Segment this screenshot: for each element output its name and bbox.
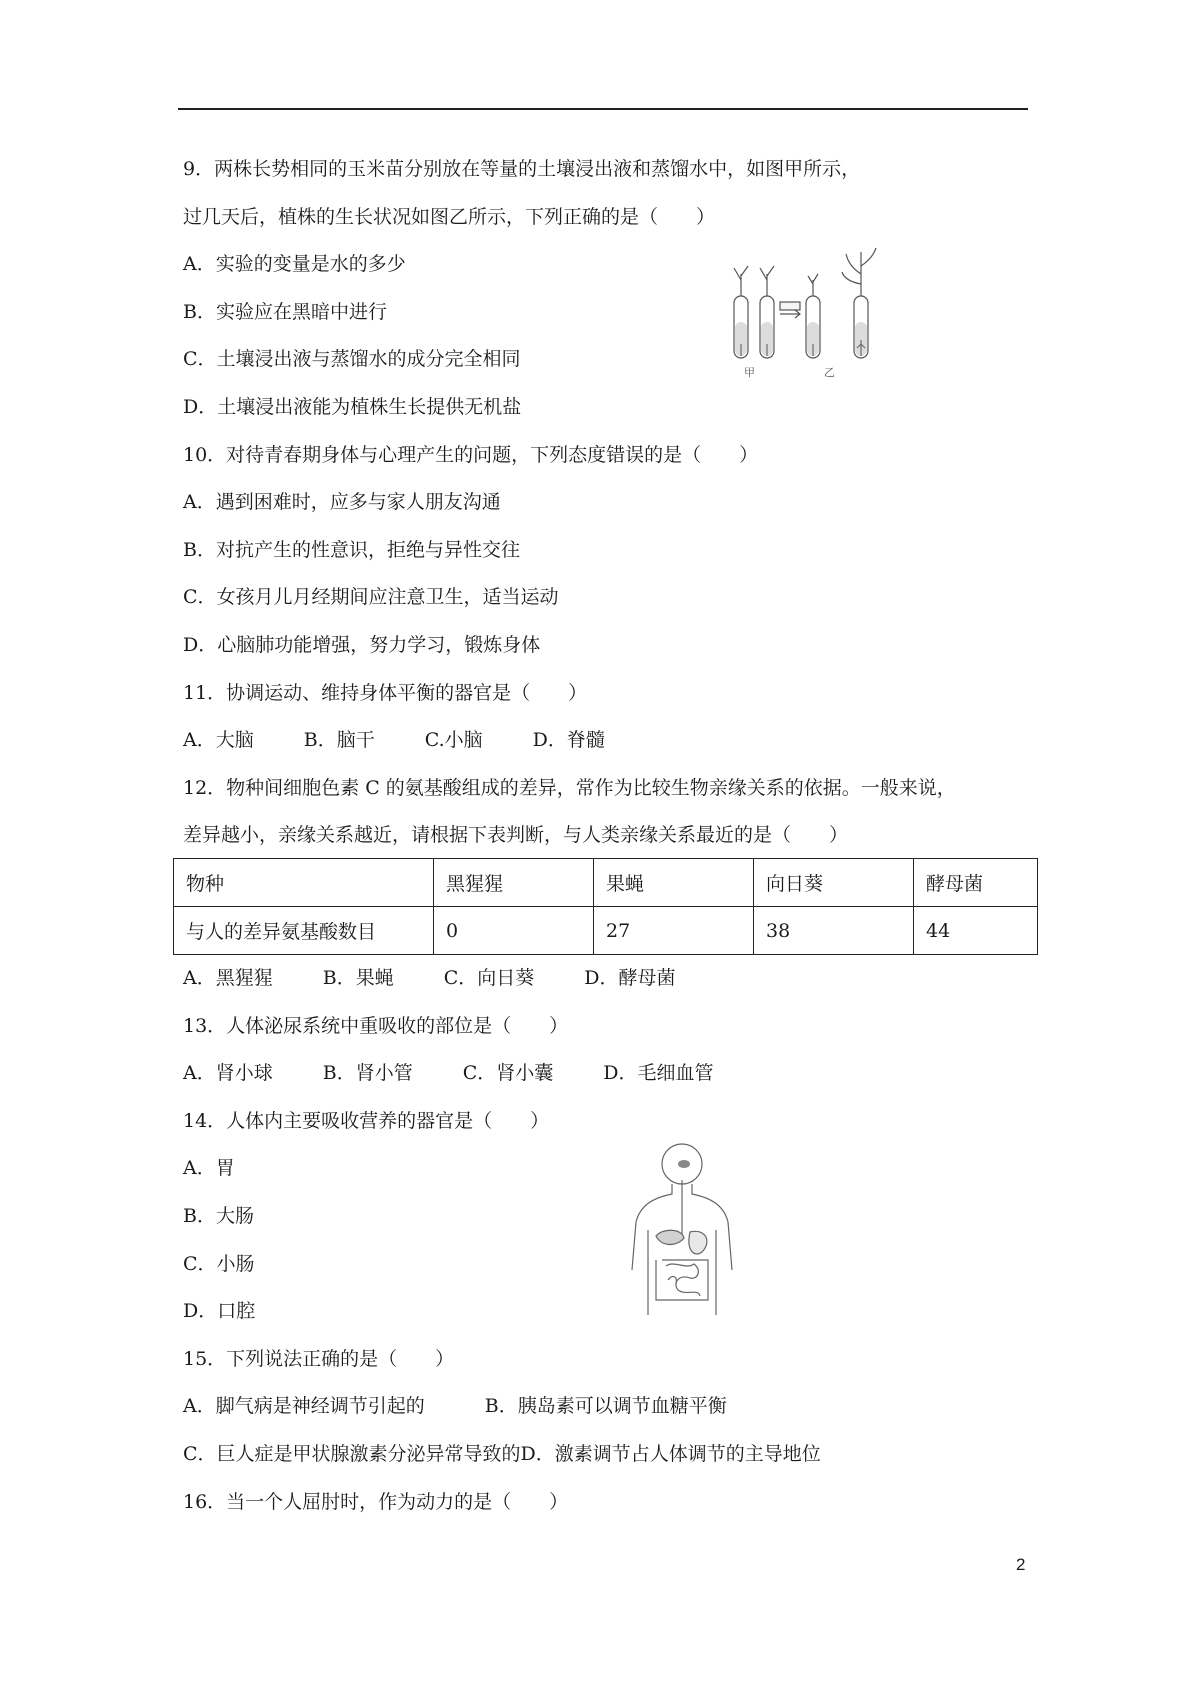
q10-choice-c: C．女孩月儿月经期间应注意卫生，适当运动 [183,586,559,609]
q14-choice-c: C．小肠 [183,1252,255,1275]
q9-choice-a: A．实验的变量是水的多少 [183,253,406,276]
q10-stem: 10．对待青春期身体与心理产生的问题，下列态度错误的是（ ） [183,443,759,466]
q15-choice-a: A．脚气病是神经调节引起的 [183,1395,425,1418]
q13-choice-d: D．毛细血管 [603,1062,714,1085]
q10-choice-d: D．心脑肺功能增强，努力学习，锻炼身体 [183,633,541,656]
q11-choice-a: A．大脑 [183,729,254,752]
header-rule [178,108,1028,110]
q10-choice-a: A．遇到困难时，应多与家人朋友沟通 [183,491,501,514]
q13-stem: 13．人体泌尿系统中重吸收的部位是（ ） [183,1014,569,1037]
q10-choice-b: B．对抗产生的性意识，拒绝与异性交往 [183,538,520,561]
table-cell: 38 [754,907,914,955]
q12-choice-a: A．黑猩猩 [183,967,273,990]
q15-choice-b: B．胰岛素可以调节血糖平衡 [484,1395,727,1418]
table-cell: 0 [434,907,594,955]
q14-choice-a: A．胃 [183,1157,235,1180]
page-number: 2 [1016,1555,1026,1574]
q11-choice-c: C.小脑 [424,729,483,752]
q14-choice-b: B．大肠 [183,1205,254,1228]
q11-choices [183,717,1043,765]
q9-choice-d: D．土壤浸出液能为植株生长提供无机盐 [183,395,522,418]
q11-stem: 11．协调运动、维持身体平衡的器官是（ ） [183,681,588,704]
tube-liquid [735,322,867,356]
q12-choices [183,955,1043,1003]
mouth-region [678,1160,690,1168]
q15-choices-row2 [183,1431,1043,1479]
figure-label-yi: 乙 [824,366,835,379]
figure-label-jia: 甲 [744,366,755,379]
q9-stem-line1: 9．两株长势相同的玉米苗分别放在等量的土壤浸出液和蒸馏水中，如图甲所示， [183,158,861,180]
q15-choice-c: C．巨人症是甲状腺激素分泌异常导致的 [183,1443,521,1466]
test-tubes-illustration [724,244,889,382]
q12-choice-b: B．果蝇 [322,967,394,990]
corn-seedling-figure [724,244,889,382]
q15-choice-d: D．激素调节占人体调节的主导地位 [520,1443,821,1466]
digestive-system-illustration [612,1140,752,1325]
q13-choice-c: C．肾小囊 [462,1062,554,1085]
q12-stem-line2: 差异越小，亲缘关系越近，请根据下表判断，与人类亲缘关系最近的是（ ） [183,824,849,847]
q12-choice-d: D．酵母菌 [584,967,676,990]
q15-stem: 15．下列说法正确的是（ ） [183,1347,455,1370]
table-cell: 与人的差异氨基酸数目 [174,907,434,955]
q12-choice-c: C．向日葵 [443,967,535,990]
q12-stem-line1: 12．物种间细胞色素 C 的氨基酸组成的差异，常作为比较生物亲缘关系的依据。一般来说， [183,776,956,799]
table-row [174,907,1038,955]
table-cell: 酵母菌 [914,859,1038,907]
table-cell: 果蝇 [594,859,754,907]
q9-choice-c: C．土壤浸出液与蒸馏水的成分完全相同 [183,348,521,371]
q13-choice-a: A．肾小球 [183,1062,273,1085]
q9-stem-line2: 过几天后，植株的生长状况如图乙所示，下列正确的是（ ） [183,205,716,228]
q9-choice-b: B．实验应在黑暗中进行 [183,300,387,323]
table-cell: 向日葵 [754,859,914,907]
q14-choice-d: D．口腔 [183,1300,256,1323]
table-cell: 44 [914,907,1038,955]
table-cell: 27 [594,907,754,955]
digestive-system-figure [612,1140,752,1325]
table-cell: 黑猩猩 [434,859,594,907]
q16-stem: 16．当一个人屈肘时，作为动力的是（ ） [183,1490,569,1513]
table-cell: 物种 [174,859,434,907]
q11-choice-b: B．脑干 [303,729,375,752]
species-table [173,858,1038,955]
q11-choice-d: D．脊髓 [532,729,605,752]
table-header-row [174,859,1038,907]
q14-stem: 14．人体内主要吸收营养的器官是（ ） [183,1109,550,1132]
q13-choice-b: B．肾小管 [322,1062,413,1085]
q13-choices [183,1050,1043,1098]
q15-choices-row1 [183,1383,1043,1431]
